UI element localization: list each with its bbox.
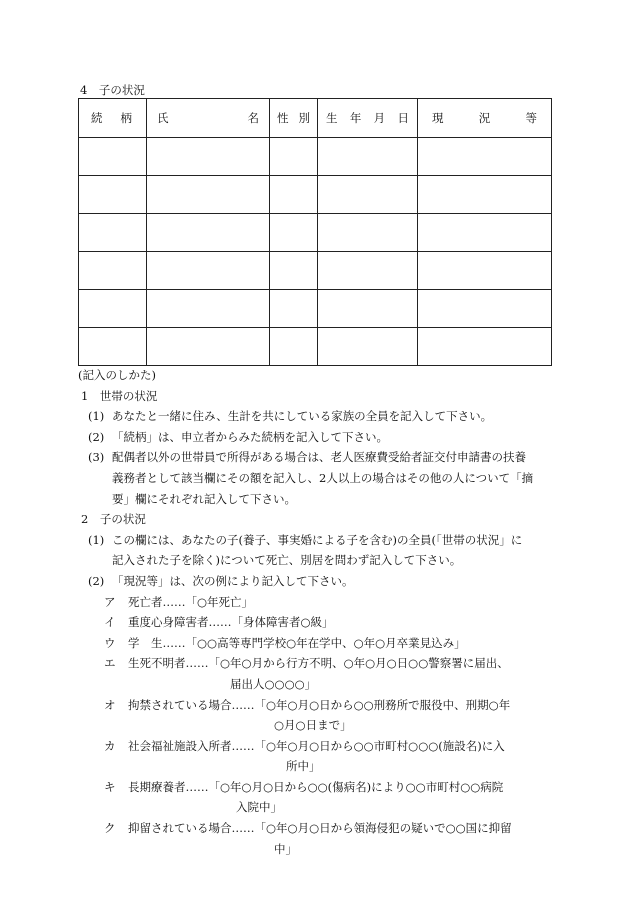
header-date-of-birth: 生 年 月 日 — [318, 99, 418, 138]
instruction-1-3-cont: 要」欄にそれぞれ記入して下さい。 — [112, 491, 296, 506]
example-ka: カ 社会福祉施設入所者……「○年○月○日から○○市町村○○○(施設名)に入 — [104, 738, 505, 753]
instruction-1-3: (3) 配偶者以外の世帯員で所得がある場合は、老人医療費受給者証交付申請書の扶養 — [88, 450, 526, 465]
example-ki: キ 長期療養者……「○年○月○日から○○(傷病名)により○○市町村○○病院 — [104, 779, 504, 794]
table-row — [79, 252, 552, 290]
instruction-2-1: (1) この欄には、あなたの子(養子、事実婚による子を含む)の全員(「世帯の状況」に — [88, 532, 523, 547]
header-sex: 性 別 — [270, 99, 318, 138]
example-ku: ク 抑留されている場合……「○年○月○日から領海侵犯の疑いで○○国に抑留 — [104, 821, 512, 836]
instruction-1-1: (1) あなたと一緒に住み、生計を共にしている家族の全員を記入して下さい。 — [88, 409, 493, 424]
instruction-1-2: (2) 「続柄」は、申立者からみた続柄を記入して下さい。 — [88, 429, 388, 444]
instructions — [78, 365, 558, 859]
table-row — [79, 290, 552, 328]
header-status: 現 況 等 — [418, 99, 552, 138]
instruction-2-1-cont: 記入された子を除く)について死亡、別居を問わず記入して下さい。 — [112, 553, 462, 568]
instruction-1-3-cont: 義務者として該当欄にその額を記入し、2人以上の場合はその他の人について「摘 — [112, 470, 534, 485]
example-ki-cont: 入院中」 — [236, 800, 282, 815]
section-title: 4 子の状況 — [80, 83, 145, 97]
example-o-cont: ○月○日まで」 — [274, 718, 352, 733]
table-row — [79, 328, 552, 366]
example-i: イ 重度心身障害者……「身体障害者○級」 — [104, 615, 334, 630]
example-o: オ 拘禁されている場合……「○年○月○日から○○刑務所で服役中、刑期○年 — [104, 697, 511, 712]
example-e: エ 生死不明者……「○年○月から行方不明、○年○月○日○○警察署に届出、 — [104, 656, 509, 671]
instruction-2-2: (2) 「現況等」は、次の例により記入して下さい。 — [88, 573, 354, 588]
section-2-title: 2 子の状況 — [81, 512, 146, 527]
example-e-cont: 届出人○○○○」 — [230, 676, 317, 691]
example-a: ア 死亡者……「○年死亡」 — [104, 594, 254, 609]
table-header-row — [79, 99, 552, 138]
example-ku-cont: 中」 — [274, 841, 297, 856]
section-1-title: 1 世帯の状況 — [81, 388, 158, 403]
example-u: ウ 学 生……「○○高等専門学校○年在学中、○年○月卒業見込み」 — [104, 635, 466, 650]
table-row — [79, 138, 552, 176]
table-row — [79, 176, 552, 214]
header-relation: 続 柄 — [79, 99, 147, 138]
header-name: 氏 名 — [147, 99, 270, 138]
example-ka-cont: 所中」 — [286, 759, 321, 774]
children-table — [78, 98, 552, 366]
table-row — [79, 214, 552, 252]
instructions-heading: (記入のしかた) — [78, 368, 156, 382]
